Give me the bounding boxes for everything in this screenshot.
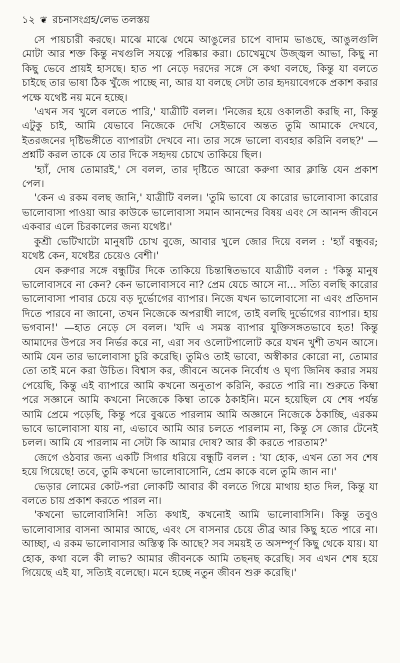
- paragraph: কুশ্রী ভেটিখাটো মানুষটি চোখ বুজে, আবার খুলে জোর দিয়ে বলল : 'হ্যাঁ বন্ধুবর; যথেষ্ট কেন, যথেষ্টর চেয়েও বেশী।': [22, 236, 378, 263]
- paragraph: জেগে ওঠবার জন্য একটি সিগার ধরিয়ে বন্ধুটি বলল : 'যা হোক, এখন তো সব শেষ হয়ে গিয়েছে! তবে, তুমি কখনো ভালোবাসোনি, প্রেম কাকে বলে তুমি জান না।': [22, 452, 378, 479]
- paragraph: 'হ্যাঁ, দোষ তোমারই,' সে বলল, তার দৃষ্টিতে আরো করুণা আর ক্লান্তি যেন প্রকাশ পেল।: [22, 164, 378, 191]
- paragraph: সে পায়চারী করছে। মাঝে মাঝে থেমে আঙুলের চাপে বাদাম ভাঙছে, আঙুলগুলি মোটা আর শক্ত কিন্তু নখগুলি সযত্নে পরিষ্কার করা। চোখেমুখে উজ্জ্বল আভা, কিছু না কিছু ভেবে প্রায়ই হাসছে। হাত পা নেড়ে দরদের সঙ্গে সে কথা বলছে, কিন্তু যা বলতে চাইছে তার ভাষা ঠিক খুঁজে পাচ্ছে না, আর যা বলছে সেটা তার হৃদয়াবেগকে প্রকাশ করার পক্ষে যথেষ্ট নয় মনে হচ্ছে।: [22, 35, 378, 104]
- paragraph: 'কখনো ভালোবাসিনি! সত্যি কথাই, কখনোই আমি ভালোবাসিনি। কিন্তু তবুও ভালোবাসার বাসনা আমার আছে, এবং সে বাসনার চেয়ে তীব্র আর কিছু হতে পারে না। আচ্ছা, এ রকম ভালোবাসার অস্তিত্ব কি আছে? সব সময়ই ত অসম্পূর্ণ কিছু থেকে যায়। যা হোক, কথা বলে কী লাভ? আমার জীবনকে আমি তছনছ করেছি। সব এখন শেষ হয়ে গিয়েছে এই যা, সত্যিই বলেছো। মনে হচ্ছে নতুন জীবন শুরু করেছি।': [22, 510, 378, 580]
- paragraph: যেন করুণার সঙ্গে বন্ধুটির দিকে তাকিয়ে চিন্তান্বিতভাবে যাত্রীটি বলল : 'কিন্তু মানুষ ভালোবাসবে না কেন? কেন ভালোবাসবে না? প্রেম যেচে আসে না... সত্যি বলছি কারোর ভালোবাসা পাবার চেয়ে বড় দুর্ভোগের ব্যাপার। নিজে যখন ভালোবাসো না এবং প্রতিদান দিতে পারবে না জানো, তখন নিজেকে অপরাধী লাগে, তাই বলছি দুর্ভোগের ব্যাপার। হায় ভগবান!' —হাত নেড়ে সে বলল। 'যদি এ সমস্ত ব্যাপার যুক্তিসঙ্গতভাবে হত! কিন্তু আমাদের উপরে সব নির্ভর করে না, এরা সব ওলোটপালোট করে যখন খুশী তখন আসে। আমি যেন তার ভালোবাসা চুরি করেছি। তুমিও তাই ভাবো, অস্বীকার কোরো না, তোমার তো তাই মনে করা উচিত। বিশ্বাস কর, জীবনে অনেক নির্বোধ ও ঘৃণ্য জিনিষ করার সময় পেয়েছি, কিন্তু এই ব্যাপারে আমি কখনো অনুতাপ করিনি, করতে পারি না। শুরুতে কিম্বা পরে সজ্ঞানে আমি কখনো নিজেকে কিম্বা তাকে ঠকাইনি। মনে হয়েছিল যে শেষ পর্যন্ত আমি প্রেমে পড়েছি, কিন্তু পরে বুঝতে পারলাম আমি অজ্ঞানে নিজেকে ঠকাচ্ছি, এরকম ভাবে ভালোবাসা যায় না, এভাবে আমি আর চলতে পারলাম না, কিন্তু সে জোর টেনেই চলল। আমি যে পারলাম না সেটা কি আমার দোষ? আর কী করতে পারতাম?': [22, 265, 378, 450]
- ornament-icon: ❦: [40, 16, 48, 26]
- paragraph: ভেড়ার লোমের কোট-পরা লোকটি আবার কী বলতে গিয়ে মাথায় হাত দিল, কিন্তু যা বলতে চায় প্রকাশ করতে পারল না।: [22, 481, 378, 507]
- paragraph: 'কেন এ রকম বলছ জানি,' যাত্রীটি বলল। 'তুমি ভাবো যে কারোর ভালোবাসা কারোর ভালোবাসা পাওয়া আর কাউকে ভালোবাসা সমান আনন্দের বিষয় এবং সে আনন্দ জীবনে একবার এলে চিরকালের জন্য যথেষ্ট।': [22, 193, 378, 234]
- body-text: [22, 34, 378, 581]
- running-header: [22, 14, 378, 28]
- book-title: রচনাসংগ্রহ/লেভ তলস্তয়: [52, 15, 150, 26]
- page-number: ১২: [22, 15, 35, 26]
- paragraph: 'এখন সব খুলে বলতে পারি,' যাত্রীটি বলল। 'নিজের হয়ে ওকালতী করছি না, কিন্তু এটুকু চাই, আমি যেভাবে নিজেকে দেখি সেইভাবে অন্তত তুমি আমাকে দেখবে, ইতরজনের দৃষ্টিভঙ্গীতে ব্যাপারটা দেখবে না। তার সঙ্গে ভালো ব্যবহার করিনি বলছ?' —প্রশ্নটি করল তাকে যে তার দিকে সহৃদয় চোখে তাকিয়ে ছিল।: [22, 107, 378, 162]
